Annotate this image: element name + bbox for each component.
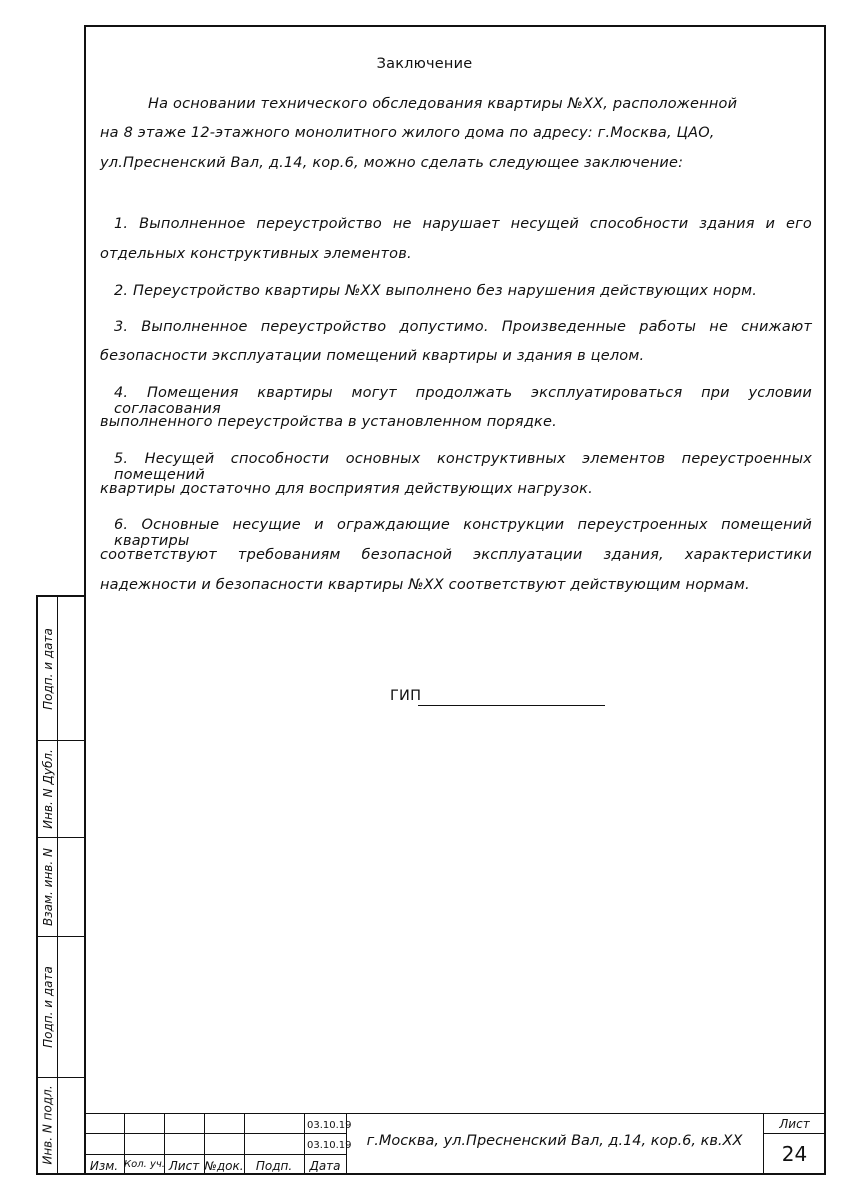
intro-line: На основании технического обследования квартиры №ХХ, расположенной bbox=[148, 96, 738, 112]
column-header: Дата bbox=[309, 1159, 341, 1173]
list-item-line: надежности и безопасности квартиры №ХХ соответствуют действующим нормам. bbox=[100, 577, 750, 593]
list-item-line: 6. Основные несущие и ограждающие конструкции переустроенных помещений квартиры bbox=[114, 517, 812, 549]
column-header: Изм. bbox=[89, 1159, 119, 1173]
list-item-line: выполненного переустройства в установленном порядке. bbox=[100, 414, 557, 430]
intro-line: на 8 этаже 12-этажного монолитного жилого дома по адресу: г.Москва, ЦАО, bbox=[100, 125, 715, 141]
sheet-number: 24 bbox=[781, 1142, 808, 1166]
list-item-line: безопасности эксплуатации помещений квартиры и здания в целом. bbox=[100, 348, 645, 364]
list-item-line: соответствуют требованиям безопасной эксплуатации здания, характеристики bbox=[100, 547, 812, 563]
date-cell: 03.10.19 bbox=[307, 1120, 352, 1131]
column-header: №док. bbox=[204, 1159, 244, 1173]
side-stamp bbox=[36, 595, 84, 1175]
signature-label: ГИП bbox=[390, 688, 422, 704]
drawing-frame bbox=[84, 25, 826, 1175]
list-item-line: 3. Выполненное переустройство допустимо. Произведенные работы не снижают bbox=[114, 319, 812, 335]
side-stamp-label: Инв. N Дубл. bbox=[40, 748, 55, 829]
list-item-line: 1. Выполненное переустройство не нарушает несущей способности здания и его bbox=[114, 216, 812, 232]
list-item-line: 2. Переустройство квартиры №ХХ выполнено без нарушения действующих норм. bbox=[114, 283, 758, 299]
date-cell: 03.10.19 bbox=[307, 1140, 352, 1151]
address-text: г.Москва, ул.Пресненский Вал, д.14, кор.6, кв.ХХ bbox=[366, 1133, 743, 1149]
list-item-line: 5. Несущей способности основных конструктивных элементов переустроенных помещений bbox=[114, 451, 812, 483]
list-item-line: 4. Помещения квартиры могут продолжать эксплуатироваться при условии согласования bbox=[114, 385, 812, 417]
column-header: Кол. уч. bbox=[124, 1159, 165, 1170]
side-stamp-label: Подп. и дата bbox=[40, 627, 55, 710]
side-stamp-label: Подп. и дата bbox=[40, 965, 55, 1048]
intro-line: ул.Пресненский Вал, д.14, кор.6, можно сделать следующее заключение: bbox=[100, 155, 684, 171]
title-block bbox=[84, 1113, 826, 1175]
column-header: Лист bbox=[168, 1159, 200, 1173]
list-item-line: квартиры достаточно для восприятия действующих нагрузок. bbox=[100, 481, 593, 497]
signature-line bbox=[418, 689, 605, 706]
side-stamp-label: Инв. N подл. bbox=[40, 1085, 55, 1165]
document-title: Заключение bbox=[376, 56, 473, 72]
list-item-line: отдельных конструктивных элементов. bbox=[100, 246, 412, 262]
sheet-label: Лист bbox=[779, 1117, 810, 1131]
column-header: Подп. bbox=[255, 1159, 293, 1173]
side-stamp-label: Взам. инв. N bbox=[40, 847, 55, 926]
